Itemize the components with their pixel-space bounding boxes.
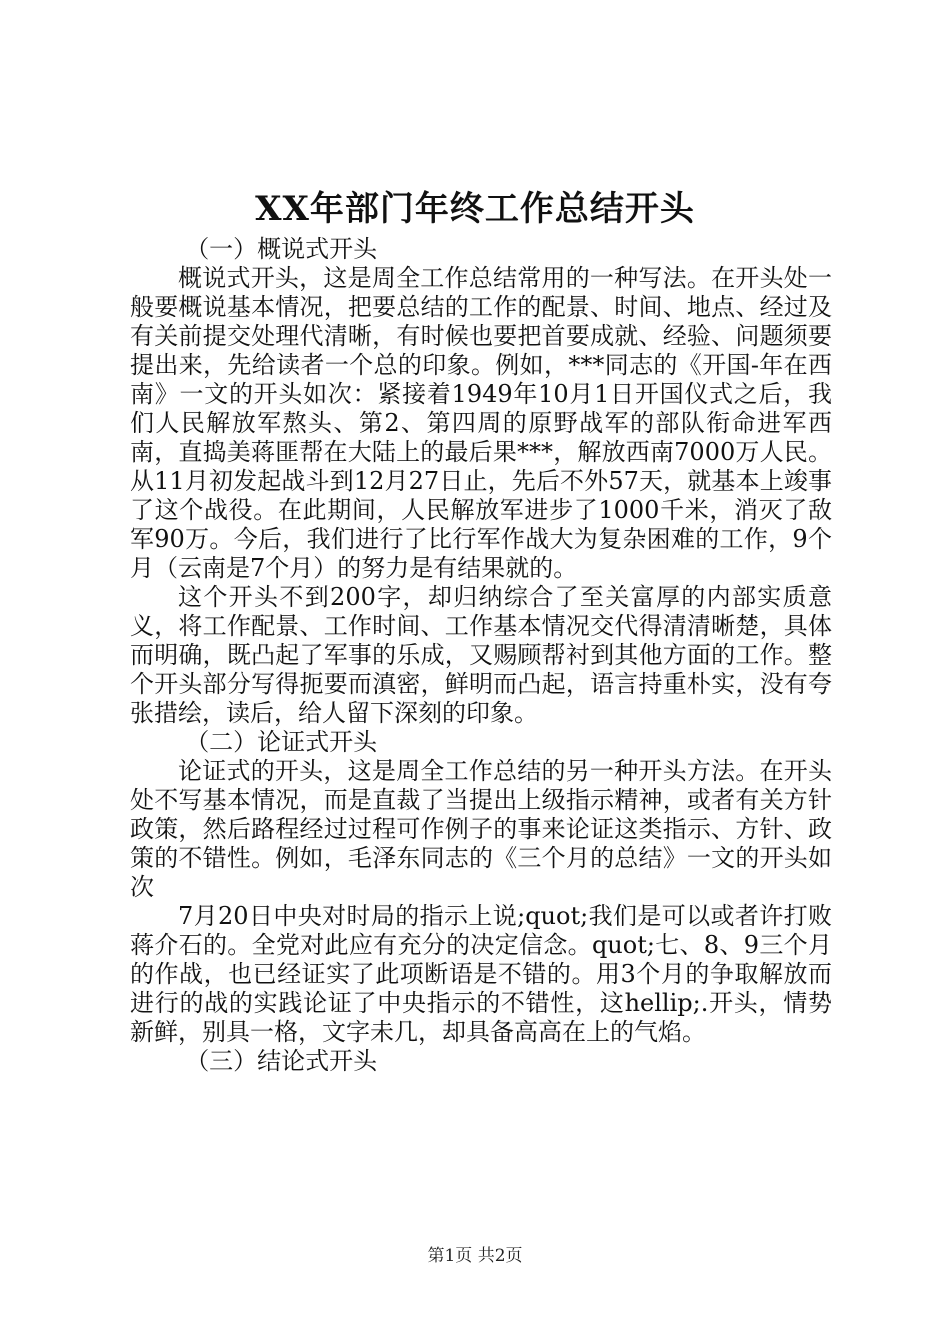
page-number-footer: 第1页 共2页 xyxy=(427,1246,523,1266)
section-heading: （三）结论式开头 xyxy=(185,1047,378,1075)
body-paragraph: 7月20日中央对时局的指示上说;quot;我们是可以或者许打败蒋介石的。全党对此应有充分的决定信念。quot;七、8、9三个月的作战，也已经证实了此项断语是不错的。用3个月的争取解放而进行的战的实践论证了中央指示的不错性，这hellip;.开头，情势新鲜，别具一格，文字未几，却具备高高在上的气焰。 xyxy=(130,902,832,1046)
section-heading: （二）论证式开头 xyxy=(185,728,378,756)
body-paragraph: 论证式的开头，这是周全工作总结的另一种开头方法。在开头处不写基本情况，而是直裁了当提出上级指示精神，或者有关方针政策，然后路程经过过程可作例子的事来论证这类指示、方针、政策的不错性。例如，毛泽东同志的《三个月的总结》一文的开头如次 xyxy=(130,757,832,901)
body-paragraph: 概说式开头，这是周全工作总结常用的一种写法。在开头处一般要概说基本情况，把要总结的工作的配景、时间、地点、经过及有关前提交处理代清晰，有时候也要把首要成就、经验、问题须要提出来，先给读者一个总的印象。例如，***同志的《开国-年在西南》一文的开头如次：紧接着1949年10月1日开国仪式之后，我们人民解放军熬头、第2、第四周的原野战军的部队衔命进军西南，直捣美蒋匪帮在大陆上的最后果***，解放西南7000万人民。从11月初发起战斗到12月27日止，先后不外57天，就基本上竣事了这个战役。在此期间，人民解放军进步了1000千米，消灭了敌军90万。今后，我们进行了比行军作战大为复杂困难的工作，9个月（云南是7个月）的努力是有结果就的。 xyxy=(130,264,832,582)
section-heading: （一）概说式开头 xyxy=(185,235,378,263)
body-paragraph: 这个开头不到200字，却归纳综合了至关富厚的内部实质意义，将工作配景、工作时间、工作基本情况交代得清清晰楚，具体而明确，既凸起了军事的乐成，又赐顾帮衬到其他方面的工作。整个开头部分写得扼要而滇密，鲜明而凸起，语言持重朴实，没有夸张措绘，读后，给人留下深刻的印象。 xyxy=(130,583,832,727)
document-title: XX年部门年终工作总结开头 xyxy=(255,189,695,229)
document-body xyxy=(130,235,832,1076)
